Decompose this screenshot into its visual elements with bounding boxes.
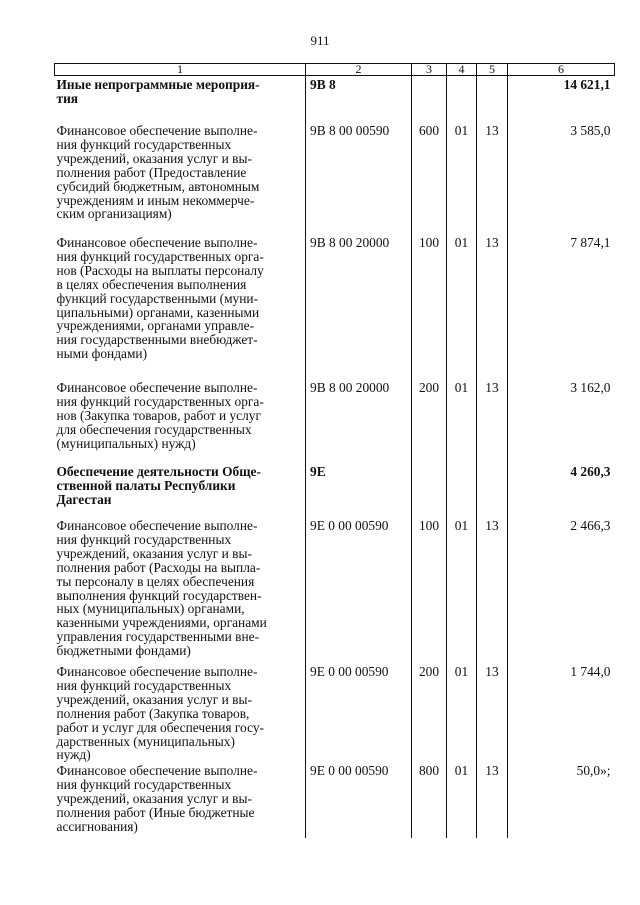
row-code: 9В 8 [306, 76, 412, 123]
row-code: 9В 8 00 00590 [306, 122, 412, 234]
row-subsection: 13 [477, 234, 508, 379]
row-section: 01 [447, 762, 477, 838]
row-section: 01 [447, 379, 477, 463]
row-amount: 14 621,1 [508, 76, 615, 123]
row-code: 9В 8 00 20000 [306, 379, 412, 463]
row-name: Финансовое обеспечение выполне- ния функций государственных орга- нов (Закупка товаров, работ и услуг для обеспечения государственных (муниципальных) нужд) [55, 379, 306, 463]
table-row [55, 762, 615, 838]
row-amount: 3 585,0 [508, 122, 615, 234]
row-section: 01 [447, 234, 477, 379]
page-number: 911 [310, 33, 330, 48]
row-amount: 4 260,3 [508, 463, 615, 517]
row-section [447, 76, 477, 123]
row-name: Финансовое обеспечение выполне- ния функций государственных учреждений, оказания услуг и вы- полнения работ (Закупка товаров, работ и услуг для обеспечения госу- дарственных (муниципальных) нужд) [55, 663, 306, 762]
row-amount: 2 466,3 [508, 517, 615, 663]
table-row [55, 463, 615, 517]
row-expense-type: 800 [412, 762, 447, 838]
row-subsection [477, 76, 508, 123]
row-name: Финансовое обеспечение выполне- ния функций государственных учреждений, оказания услуг и вы- полнения работ (Иные бюджетные ассигнования) [55, 762, 306, 838]
row-amount: 1 744,0 [508, 663, 615, 762]
row-section: 01 [447, 517, 477, 663]
row-expense-type: 200 [412, 663, 447, 762]
row-name: Иные непрограммные мероприя- тия [55, 76, 306, 123]
row-code: 9Е 0 00 00590 [306, 663, 412, 762]
row-amount: 7 874,1 [508, 234, 615, 379]
table-row [55, 122, 615, 234]
row-name: Финансовое обеспечение выполне- ния функций государственных учреждений, оказания услуг и вы- полнения работ (Предоставление субсидий бюджетным, автономным учреждениям и иным некоммерче- ским организациям) [55, 122, 306, 234]
column-header-subsection: 5 [477, 64, 508, 76]
column-header-amount: 6 [508, 64, 615, 76]
row-section [447, 463, 477, 517]
column-header-expense-type: 3 [412, 64, 447, 76]
budget-table [54, 63, 615, 838]
row-amount: 3 162,0 [508, 379, 615, 463]
row-subsection: 13 [477, 122, 508, 234]
row-name: Финансовое обеспечение выполне- ния функций государственных учреждений, оказания услуг и вы- полнения работ (Расходы на выпла- ты персоналу в целях обеспечения выполнения функций государствен- ных (муниципальных) органами, казенными учреждениями, органами управления государственными вне- бюджетными фондами) [55, 517, 306, 663]
row-subsection: 13 [477, 762, 508, 838]
column-header-code: 2 [306, 64, 412, 76]
row-code: 9Е 0 00 00590 [306, 517, 412, 663]
row-subsection [477, 463, 508, 517]
column-header-name: 1 [55, 64, 306, 76]
table-row [55, 76, 615, 123]
row-section: 01 [447, 122, 477, 234]
row-code: 9В 8 00 20000 [306, 234, 412, 379]
row-expense-type: 100 [412, 234, 447, 379]
row-code: 9Е 0 00 00590 [306, 762, 412, 838]
row-code: 9Е [306, 463, 412, 517]
column-header-section: 4 [447, 64, 477, 76]
table-row [55, 663, 615, 762]
row-subsection: 13 [477, 517, 508, 663]
row-expense-type: 200 [412, 379, 447, 463]
table-row [55, 517, 615, 663]
row-expense-type [412, 463, 447, 517]
table-row [55, 234, 615, 379]
row-subsection: 13 [477, 663, 508, 762]
row-subsection: 13 [477, 379, 508, 463]
row-name: Финансовое обеспечение выполне- ния функций государственных орга- нов (Расходы на выплаты персоналу в целях обеспечения выполнения функций государственными (муни- ципальными) органами, казенными учреждениями, органами управле- ния государственными внебюджет- ными фондами) [55, 234, 306, 379]
row-expense-type [412, 76, 447, 123]
table-row [55, 379, 615, 463]
row-expense-type: 100 [412, 517, 447, 663]
row-amount: 50,0»; [508, 762, 615, 838]
row-section: 01 [447, 663, 477, 762]
row-name: Обеспечение деятельности Обще- ственной палаты Республики Дагестан [55, 463, 306, 517]
table-header-row [55, 64, 615, 76]
row-expense-type: 600 [412, 122, 447, 234]
